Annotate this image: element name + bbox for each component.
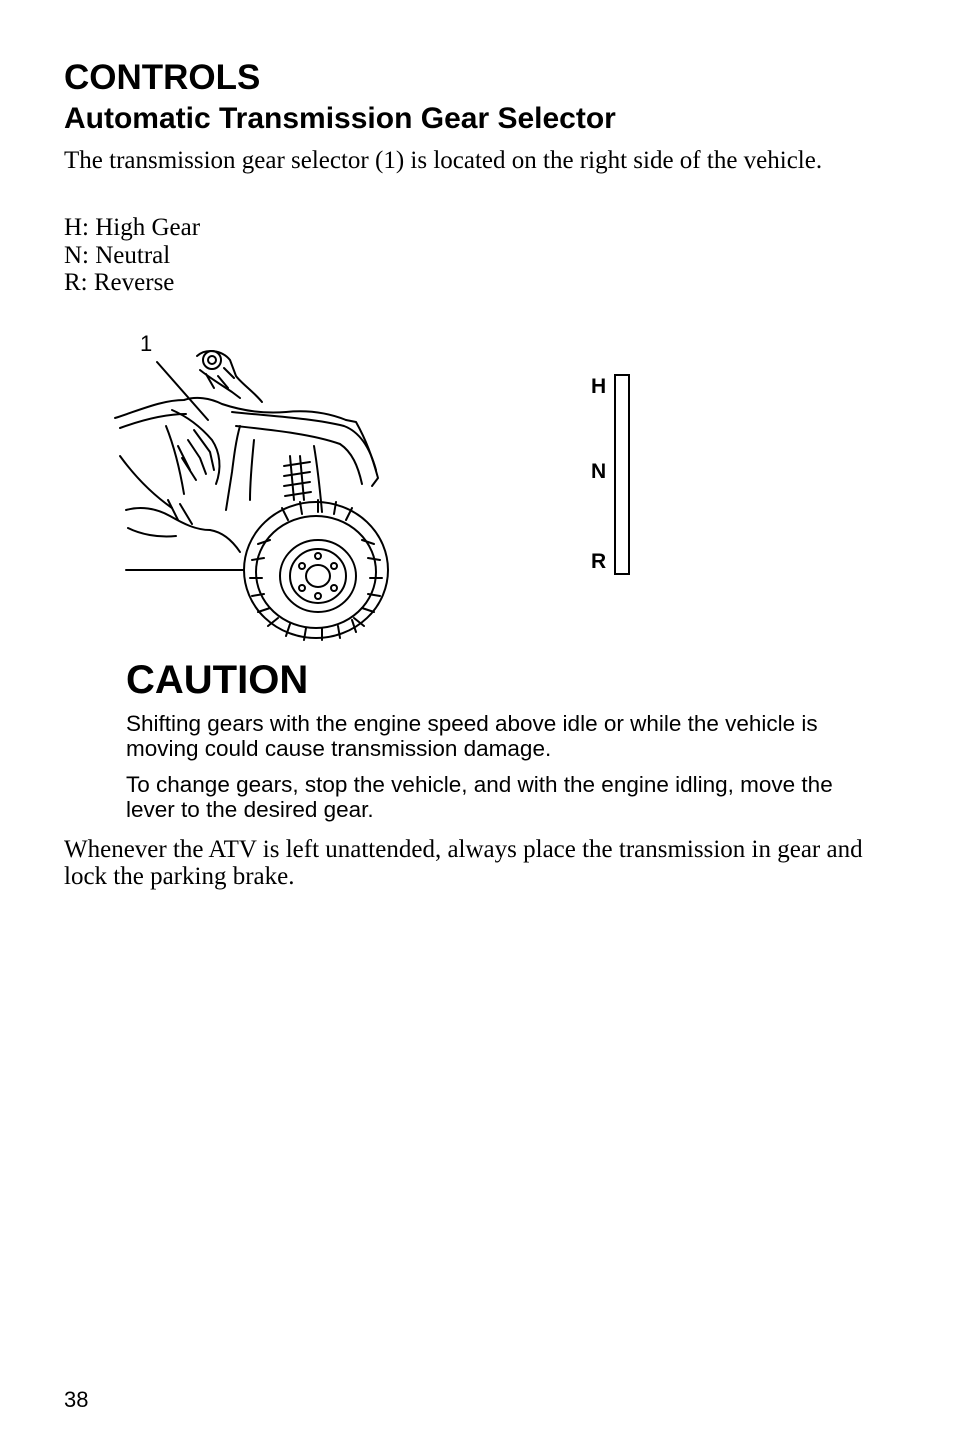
callout-number: 1 <box>140 331 153 356</box>
caution-paragraph-1: Shifting gears with the engine speed above idle or while the vehicle is moving could cause transmission damage. <box>126 711 818 761</box>
atv-illustration <box>108 330 398 642</box>
caution-title: CAUTION <box>126 658 309 702</box>
subsection-title: Automatic Transmission Gear Selector <box>64 102 616 135</box>
gear-position-n: N <box>591 460 607 483</box>
gear-selector-slot <box>614 374 630 575</box>
closing-paragraph: Whenever the ATV is left unattended, always place the transmission in gear and lock the parking brake. <box>64 836 863 890</box>
intro-paragraph: The transmission gear selector (1) is located on the right side of the vehicle. <box>64 147 823 174</box>
section-title: CONTROLS <box>64 58 261 97</box>
legend-item-high: H: High Gear <box>64 214 201 241</box>
gear-legend <box>64 214 200 297</box>
page-number: 38 <box>64 1387 89 1412</box>
gear-position-r: R <box>591 550 607 573</box>
legend-item-reverse: R: Reverse <box>64 269 175 296</box>
caution-paragraph-2: To change gears, stop the vehicle, and with the engine idling, move the lever to the desired gear. <box>126 772 833 822</box>
gear-position-h: H <box>591 375 607 398</box>
legend-item-neutral: N: Neutral <box>64 241 171 269</box>
